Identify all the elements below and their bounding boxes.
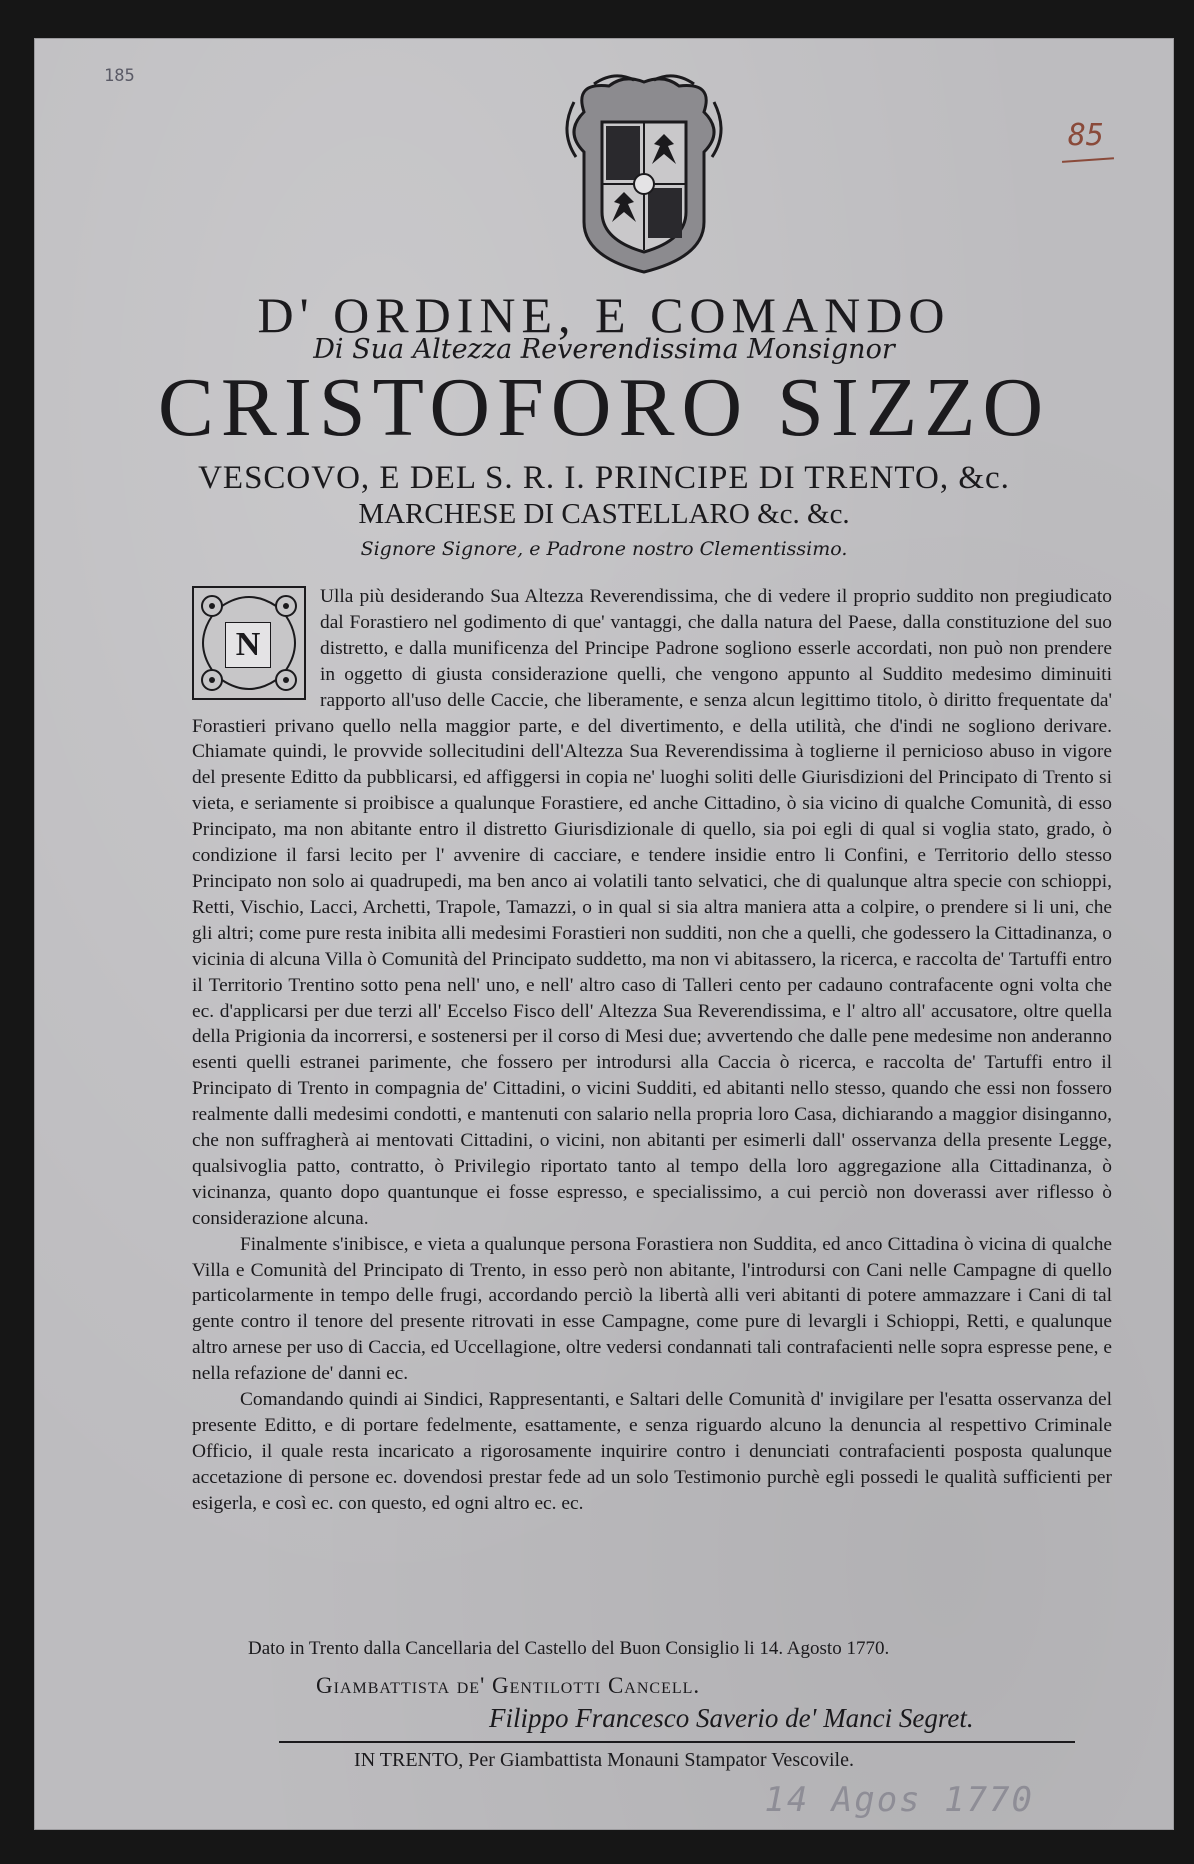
chancellor-signature: Giambattista de' Gentilotti Cancell. — [316, 1673, 701, 1698]
divider — [279, 1741, 1075, 1743]
edict-heading: D' ORDINE, E COMANDO — [257, 287, 951, 343]
salutation: Signore Signore, e Padrone nostro Clementissimo. — [360, 538, 848, 560]
secretary-signature: Filippo Francesco Saverio de' Manci Segret. — [489, 1703, 974, 1733]
initial-letter: N — [225, 622, 271, 668]
paragraph-3: Comandando quindi ai Sindici, Rappresentanti, e Saltari delle Comunità d' invigilare per l'esatta osservanza del presente Editto, e di portare fedelmente, esattamente, e senza riguardo alcuno la denuncia al respettivo Criminale Officio, il quale resta incaricato a rigorosamente inquirire contro i denunciati contrafacienti posposta qualunque accetazione di persone ec. dovendosi prestar fede ad un solo Testimonio purchè egli possedi le qualità sufficienti per esigerla, e così ec. con questo, ed ogni altro ec. ec. — [192, 1389, 1112, 1514]
coat-of-arms-icon — [554, 72, 734, 277]
edict-sheet — [34, 38, 1174, 1830]
printer-line: IN TRENTO, Per Giambattista Monauni Stampator Vescovile. — [354, 1749, 854, 1771]
page-number-note: 185 — [104, 66, 135, 86]
archive-number-note: 85 — [1067, 118, 1104, 153]
bishop-title: VESCOVO, E DEL S. R. I. PRINCIPE DI TRENTO, &c. — [198, 460, 1010, 496]
date-annotation: 14 Agos 1770 — [764, 1780, 1034, 1820]
decorated-initial — [192, 586, 306, 700]
paragraph-2: Finalmente s'inibisce, e vieta a qualunque persona Forastiera non Suddita, ed anco Cittadina ò vicina di qualche Villa e Comunità del Principato di Trento, in esso però non abitante, l'introdursi con Cani nelle Campagne di quello particolarmente in tempo delle frugi, accordando perciò la libertà alli veri abitanti di potere ammazzare i Cani di tal gente contro il tenore del presente ritrovati in esse Campagne, come pure di levargli i Schioppi, Retti, e qualunque altro arnese per uso di Caccia, ed Uccellagione, oltre vedersi condannati tali contrafacienti nelle sopra espresse pene, e nella refazione de' danni ec. — [192, 1233, 1112, 1385]
marquis-title: MARCHESE DI CASTELLARO &c. &c. — [358, 498, 850, 530]
edict-subheading: Di Sua Altezza Reverendissima Monsignor — [313, 334, 895, 365]
paragraph-1: Ulla più desiderando Sua Altezza Reverendissima, che di vedere il proprio suddito non pregiudicato dal Forastiero nel godimento di que' vantaggi, che dalla natura del Paese, dalla constituzione del suo distretto, e dalla munificenza del Principe Padrone sogliono esserle accordati, non può non prendere in oggetto di giusta considerazione quelli, che vengono appunto al Suddito medesimo diminuiti rapporto all'uso delle Caccie, che liberamente, e senza alcun legittimo titolo, ò diritto frequentate da' Forastieri privano quello nella maggior parte, e del divertimento, e della utilità, che d'indi ne sogliono derivare. Chiamate quindi, le provvide sollecitudini dell'Altezza Sua Reverendissima à toglierne il pernicioso abuso in vigore del presente Editto da pubblicarsi, ed affiggersi in copia ne' luoghi soliti delle Giurisdizioni del Principato di Trento si vieta, e seriamente si proibisce a qualunque Forastiere, ed anche Cittadino, ò sia vicino di qualche Comunità, di esso Principato, ma non abitante entro il distretto Giurisdizionale di quello, sia poi egli di qual si voglia stato, grado, ò condizione il farsi lecito per l' avvenire di cacciare, e tendere insidie entro li Confini, e Territorio dello stesso Principato non solo ai quadrupedi, ma ben anco ai volatili tanto selvatici, che di qualunque altra specie con schioppi, Retti, Vischio, Lacci, Archetti, Trapole, Tamazzi, o in qual si sia altra maniera atta a colpire, o prendere si li uni, che gli altri; come pure resta inibita alli medesimi Forastieri non sudditi, non che a quelli, che godessero la Cittadinanza, o vicinia di alcuna Villa ò Comunità del Principato suddetto, ma non vi abitassero, la ricerca, e raccolta de' Tartuffi entro il Territorio Trentino sotto pena nell' uno, e nell' altro caso di Talleri cento per cadauno contrafacente ogni volta che ec. d'applicarsi per due terzi all' Eccelso Fisco dell' Altezza Sua Reverendissima, e l' altro all' accusatore, oltre quella della Prigionia da incorrersi, e sostenersi per il corso di Mesi due; avvertendo che dalle pene medesime non anderanno esenti quelli estranei parimente, che fossero per introdursi alla Caccia ò ricerca, e raccolta de' Tartuffi entro il Principato di Trento in compagnia de' Cittadini, o vicini Sudditi, ed abitanti nello stesso, quando che essi non fossero realmente dalli medesimi condotti, e mantenuti con salario nella propria loro Casa, dichiarando a maggior disinganno, che non suffragherà ai mentovati Cittadini, o vicini, non abitanti per esimerli dall' osservanza della presente Legge, qualsivoglia patto, contratto, ò Privilegio riportato tanto al tempo della loro aggregazione alla Cittadinanza, ò vicinanza, quanto dopo quantunque ei fosse espresso, e specialissimo, a cui perciò non doverassi aver riflesso ò considerazione alcuna. — [192, 586, 1112, 1229]
edict-body — [192, 584, 1112, 1517]
date-line: Dato in Trento dalla Cancellaria del Castello del Buon Consiglio li 14. Agosto 1770. — [248, 1638, 890, 1659]
bishop-name: CRISTOFORO SIZZO — [157, 361, 1051, 454]
